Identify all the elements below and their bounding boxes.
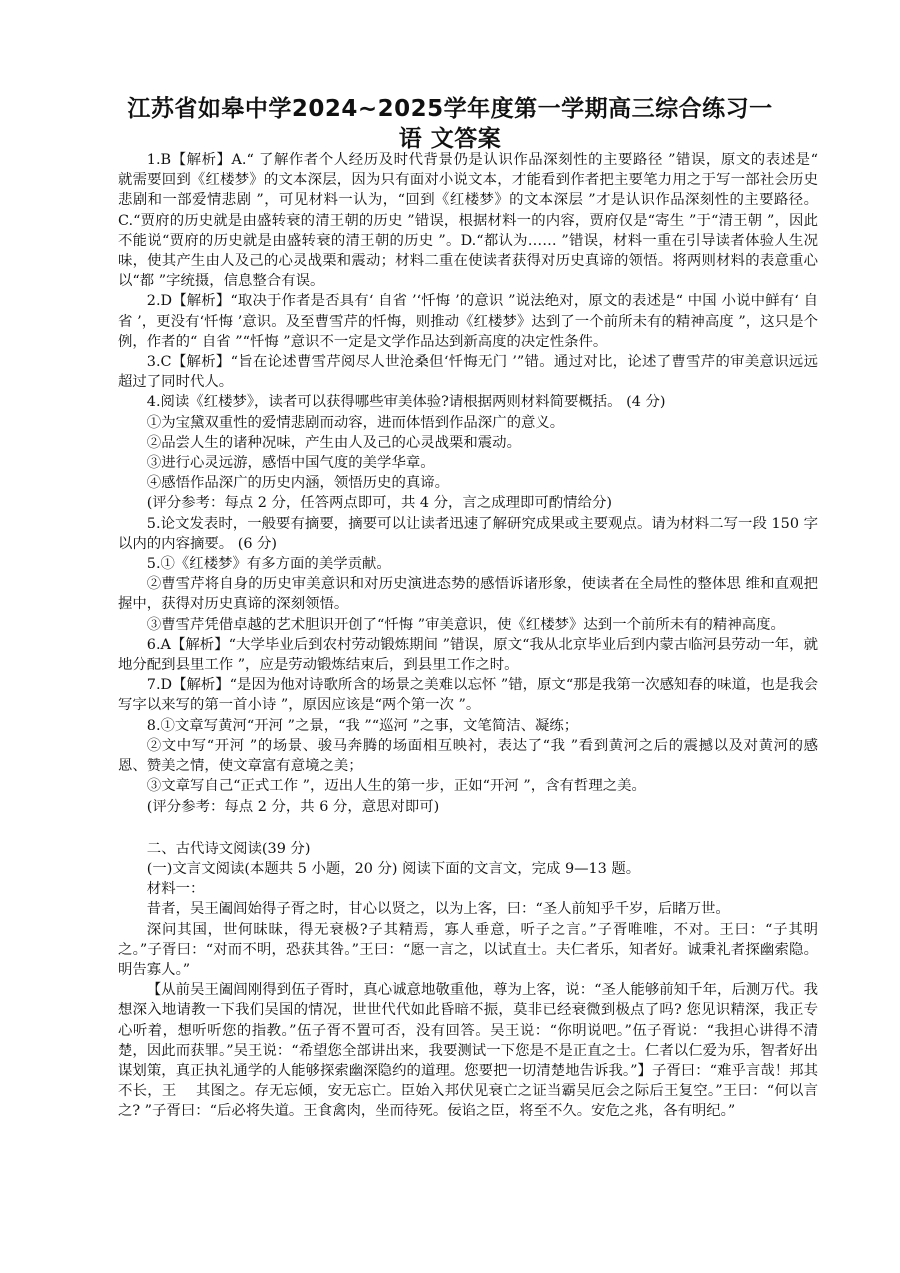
- scoring-note: (评分参考：每点 2 分，共 6 分，意思对即可): [146, 798, 440, 815]
- answer-point: 5.①《红楼梦》有多方面的美学贡献。: [146, 556, 391, 573]
- answer-point: ②曹雪芹将自身的历史审美意识和对历史演进态势的感悟诉诸形象，使读者在全局性的整体思 维和直观把握中，获得对历史真谛的深刻领悟。: [118, 576, 818, 613]
- section-gap: [118, 817, 818, 839]
- material-label: 材料一：: [146, 881, 205, 898]
- scoring-note: (评分参考：每点 2 分，任答两点即可，共 4 分，言之成理即可酌情给分): [146, 495, 612, 512]
- section-heading: 二、古代诗文阅读(39 分): [146, 840, 311, 857]
- answer-point: ①为宝黛双重性的爱情悲剧而动容，进而体悟到作品深广的意义。: [146, 414, 565, 431]
- answer-paragraph: 6.A【解析】“大学毕业后到农村劳动锻炼期间 ”错误，原文“我从北京毕业后到内蒙古临河县劳动一年，就地分配到县里工作 ”，应是劳动锻炼结束后，到县里工作之时。: [118, 636, 818, 674]
- answer-paragraph: 2.D【解析】“取决于作者是否具有‘ 自省 ’‘忏悔 ’的意识 ”说法绝对，原文的表述是“ 中国 小说中鲜有‘ 自省 ’，更没有‘忏悔 ’意识。及至曹雪芹的忏悔，则推动《红楼梦》达到了一个前所未有的精神高度 ”，这只是个例，作者的“ 自省 ”“忏悔 ”意识不一定是文学作品达到新高度的决定性条件。: [118, 293, 818, 350]
- answer-point: ③文章写自己“正式工作 ”，迈出人生的第一步，正如“开河 ”，含有哲理之美。: [146, 778, 646, 795]
- answer-body: [118, 150, 837, 1122]
- answer-point: ③曹雪芹凭借卓越的艺术胆识开创了“忏悔 ”审美意识，使《红楼梦》达到一个前所未有的精神高度。: [146, 616, 785, 633]
- translation-text: 【从前吴王阖闾刚得到伍子胥时，真心诚意地敬重他，尊为上客，说：“圣人能够前知千年，后测万代。我想深入地请教一下我们吴国的情况，世世代代如此昏暗不振，莫非已经衰微到极点了吗? 您见识精深，我正专心听着，想听听您的指教。”伍子胥不置可否，没有回答。吴王说：“你明说吧。”伍子胥说：“我担心讲得不清楚，因此而获罪。”吴王说：“希望您全部讲出来，我要测试一下您是不是正直之士。仁者以仁爱为乐，智者好出谋划策，真正执礼通学的人能够探索幽深隐约的道理。您要把一切清楚地告诉我。”】子胥曰：“难乎言哉！邦其不长，王 其图之。存无忘倾，安无忘亡。臣始入邦伏见衰亡之证当霸吴厄会之际后王复空。”王曰：“何以言之? ”子胥曰：“后必将失道。王食禽肉，坐而待死。佞谄之臣，将至不久。安危之兆，各有明纪。”: [118, 982, 818, 1120]
- question-paragraph: 4.阅读《红楼梦》，读者可以获得哪些审美体验?请根据两则材料简要概括。 (4 分): [146, 394, 666, 411]
- answer-point: ③进行心灵远游，感悟中国气度的美学华章。: [146, 455, 435, 472]
- classical-text: 昔者，吴王阖闾始得子胥之时，甘心以贤之，以为上客，曰：“圣人前知乎千岁，后睹万世。: [146, 901, 730, 918]
- answer-paragraph: 7.D【解析】“是因为他对诗歌所含的场景之美难以忘怀 ”错，原文“那是我第一次感知春的味道，也是我会写字以来写的第一首小诗 ”，原因应该是“两个第一次 ”。: [118, 677, 818, 714]
- answer-point: ②文中写“开河 ”的场景、骏马奔腾的场面相互映衬，表达了“我 ”看到黄河之后的震撼以及对黄河的感恩、赞美之情，使文章富有意境之美；: [118, 737, 818, 775]
- answer-paragraph: 1.B【解析】A.“ 了解作者个人经历及时代背景仍是认识作品深刻性的主要路径 ”错误，原文的表述是“ 就需要回到《红楼梦》的文本深层，因为只有面对小说文本，才能看到作者把主要笔力用之于写一部社会历史悲剧和一部爱情悲剧 ”，可见材料一认为，“回到《红楼梦》的文本深层 ”才是认识作品深刻性的主要路径。C.“贾府的历史就是由盛转衰的清王朝的历史 ”错误，根据材料一的内容，贾府仅是“寄生 ”于“清王朝 ”，因此不能说“贾府的历史就是由盛转衰的清王朝的历史 ”。D.“都认为…… ”错误，材料一重在引导读者体验人生况味，使其产生由人及己的心灵战栗和震动；材料二重在使读者获得对历史真谛的领悟。将两则材料的表意重心以“都 ”字统摄，信息整合有误。: [118, 152, 837, 290]
- document-title: 江苏省如皋中学2024~2025学年度第一学期高三综合练习一: [127, 96, 773, 122]
- answer-point: ④感悟作品深广的历史内涵，领悟历史的真谛。: [146, 475, 450, 492]
- answer-paragraph: 3.C【解析】“旨在论述曹雪芹阅尽人世沧桑但‘忏悔无门 ’”错。通过对比，论述了曹雪芹的审美意识远远超过了同时代人。: [118, 354, 818, 391]
- question-paragraph: 5.论文发表时，一般要有摘要，摘要可以让读者迅速了解研究成果或主要观点。请为材料二写一段 150 字以内的内容摘要。 (6 分): [118, 515, 818, 552]
- answer-point: ②品尝人生的诸种况味，产生由人及己的心灵战栗和震动。: [146, 434, 521, 451]
- document-subtitle: 语 文答案: [398, 126, 502, 152]
- subsection-heading: (一)文言文阅读(本题共 5 小题，20 分) 阅读下面的文言文，完成 9—13 题。: [146, 860, 641, 877]
- answer-point: 8.①文章写黄河“开河 ”之景，“我 ”“巡河 ”之事，文笔简洁、凝练；: [146, 717, 579, 734]
- classical-text: 深问其国，世何昧昧，得无衰极?子其精焉，寡人垂意，听子之言。”子胥唯唯，不对。王曰：“子其明之。”子胥曰：“对而不明，恐获其咎。”王曰：“愿一言之，以试直士。夫仁者乐，知者好。诚秉礼者探幽索隐。明告寡人。”: [118, 921, 818, 978]
